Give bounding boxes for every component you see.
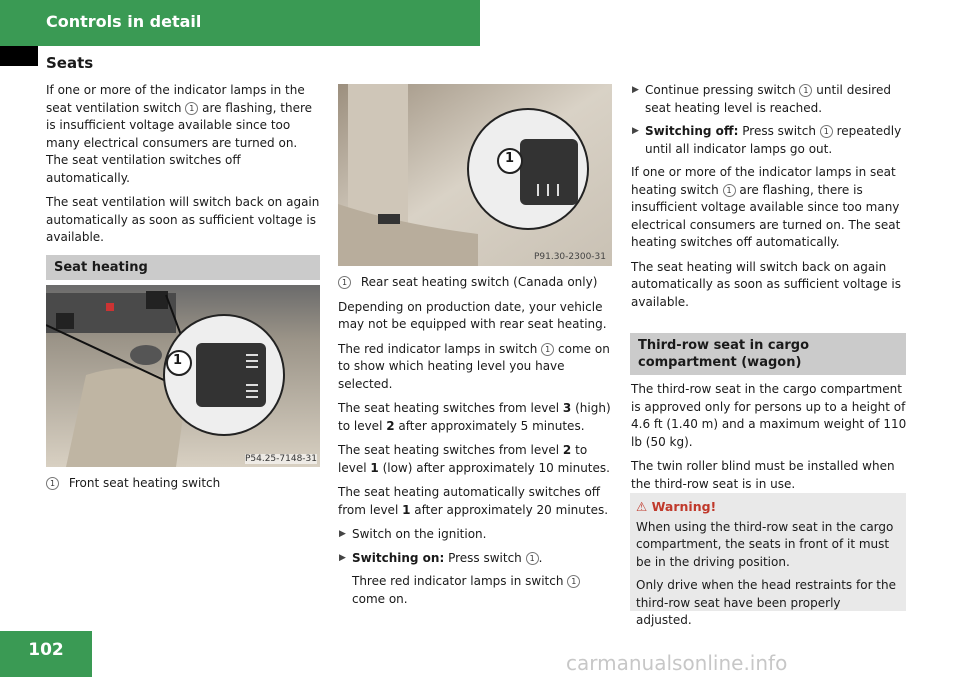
photo-callout-number: 1 bbox=[505, 151, 515, 166]
step-label: Switching off: bbox=[645, 124, 739, 138]
text: (high) to level bbox=[338, 401, 611, 433]
step-switching-off bbox=[631, 123, 908, 158]
text: The seat heating switches from level bbox=[338, 443, 560, 457]
ventilation-para-1 bbox=[46, 82, 321, 187]
level-value: 1 bbox=[402, 502, 411, 517]
section-tab-marker bbox=[0, 46, 38, 66]
warning-text-2: Only drive when the head restraints for the third-row seat have been properly adjusted. bbox=[636, 578, 897, 627]
text: The seat heating switches from level bbox=[338, 401, 560, 415]
callout-1-icon: 1 bbox=[338, 276, 351, 289]
text: The seat heating automatically switches off from level bbox=[338, 485, 601, 517]
warning-triangle-icon: ⚠ bbox=[636, 499, 648, 514]
text: Warning! bbox=[651, 499, 717, 514]
text: Switch on the ignition. bbox=[352, 527, 487, 541]
callout-1-icon: 1 bbox=[526, 552, 539, 565]
column-2 bbox=[338, 274, 616, 614]
page-number: 102 bbox=[0, 631, 92, 677]
text: If one or more of the indicator lamps in the seat ventilation switch bbox=[46, 83, 305, 115]
level-value: 2 bbox=[562, 443, 572, 457]
rear-seat-illustration bbox=[338, 84, 612, 266]
step-ignition bbox=[338, 526, 616, 544]
text: Press switch bbox=[742, 124, 816, 138]
text: repeatedly until all indicator lamps go out. bbox=[645, 124, 902, 156]
step-continue bbox=[631, 82, 908, 117]
level-value: 3 bbox=[562, 401, 572, 415]
text: Continue pressing switch bbox=[645, 83, 796, 97]
heating-flashing-para bbox=[631, 164, 908, 252]
text: to level bbox=[338, 443, 588, 475]
caption-text: Front seat heating switch bbox=[68, 476, 221, 490]
chapter-header-bar bbox=[0, 0, 480, 46]
text: The red indicator lamps in switch bbox=[338, 341, 538, 356]
callout-1-icon: 1 bbox=[46, 477, 59, 490]
photo-callout-number: 1 bbox=[173, 353, 183, 368]
callout-1-icon: 1 bbox=[567, 575, 580, 588]
cargo-approval-para: The third-row seat in the cargo compartment is approved only for persons up to a height of 4.6 ft (1.40 m) and a maximum weight of 110 lb (50 kg). bbox=[631, 382, 907, 449]
ventilation-para-2: The seat ventilation will switch back on again automatically as soon as sufficient voltage is available. bbox=[46, 195, 320, 244]
front-console-illustration bbox=[46, 285, 320, 467]
caption-text: Rear seat heating switch (Canada only) bbox=[360, 275, 598, 289]
level-value: 2 bbox=[386, 418, 395, 433]
arrow-right-icon: ▶ bbox=[339, 529, 346, 539]
callout-1-icon: 1 bbox=[799, 84, 812, 97]
step-switching-on: ▶ Switching on: Press switch 1 . bbox=[338, 550, 616, 568]
text: come on to show which heating level you have selected. bbox=[338, 341, 610, 391]
warning-text-1: When using the third-row seat in the cargo compartment, the seats in front of it must be in the driving position. bbox=[636, 519, 894, 569]
front-seat-heating-photo bbox=[46, 285, 320, 467]
seat-heating-heading-box bbox=[46, 255, 320, 280]
arrow-right-icon: ▶ bbox=[632, 85, 639, 95]
warning-title bbox=[636, 498, 900, 516]
column-3 bbox=[631, 82, 908, 318]
text: come on. bbox=[352, 591, 408, 606]
column-1 bbox=[46, 82, 321, 254]
text: are flashing, there is insufficient voltage available since too many electrical consumers are turned on. The seat ventilation switches off automatically. bbox=[46, 100, 313, 185]
text: after approximately 5 minutes. bbox=[398, 418, 585, 433]
roller-blind-para: The twin roller blind must be installed when the third-row seat is in use. bbox=[631, 459, 895, 491]
indicator-lamps-para bbox=[338, 341, 616, 394]
text: Three red indicator lamps in switch bbox=[352, 574, 564, 588]
text: If one or more of the indicator lamps in seat heating switch bbox=[631, 165, 896, 197]
step-result bbox=[338, 573, 616, 608]
section-title: Seats bbox=[46, 54, 94, 72]
front-photo-caption bbox=[46, 475, 320, 493]
callout-1-icon: 1 bbox=[723, 184, 736, 197]
level-value: 1 bbox=[370, 460, 379, 475]
production-date-para: Depending on production date, your vehicle may not be equipped with rear seat heating. bbox=[338, 299, 607, 331]
text: are flashing, there is insufficient voltage available since too many electrical consumers are turned on. The seat heating switches off automatically. bbox=[631, 182, 901, 249]
arrow-right-icon: ▶ bbox=[339, 552, 346, 563]
level-2-para bbox=[338, 442, 616, 477]
rear-seat-heating-photo bbox=[338, 84, 612, 266]
photo-code: P91.30-2300-31 bbox=[533, 252, 606, 262]
text: after approximately 20 minutes. bbox=[414, 502, 609, 517]
cargo-heading: Third-row seat in cargo compartment (wagon) bbox=[630, 333, 906, 375]
arrow-right-icon: ▶ bbox=[632, 126, 639, 136]
level-3-para bbox=[338, 400, 616, 435]
callout-1-icon: 1 bbox=[185, 102, 198, 115]
photo-code: P54.25-7148-31 bbox=[244, 454, 317, 464]
warning-box bbox=[630, 493, 906, 627]
chapter-title: Controls in detail bbox=[46, 12, 202, 31]
cargo-section bbox=[631, 381, 908, 500]
text: (low) after approximately 10 minutes. bbox=[382, 460, 610, 475]
callout-1-icon: 1 bbox=[820, 125, 833, 138]
cargo-heading-box bbox=[630, 333, 906, 375]
text: until desired seat heating level is reached. bbox=[645, 83, 891, 115]
seat-heating-heading: Seat heating bbox=[46, 255, 320, 280]
watermark: carmanualsonline.info bbox=[566, 651, 788, 675]
step-label: Switching on: bbox=[352, 550, 445, 565]
heating-switch-back-para: The seat heating will switch back on again automatically as soon as sufficient voltage is available. bbox=[631, 259, 901, 309]
callout-1-icon: 1 bbox=[541, 343, 554, 356]
text: Press switch bbox=[448, 550, 522, 565]
rear-photo-caption bbox=[338, 274, 616, 292]
level-1-para bbox=[338, 484, 616, 519]
